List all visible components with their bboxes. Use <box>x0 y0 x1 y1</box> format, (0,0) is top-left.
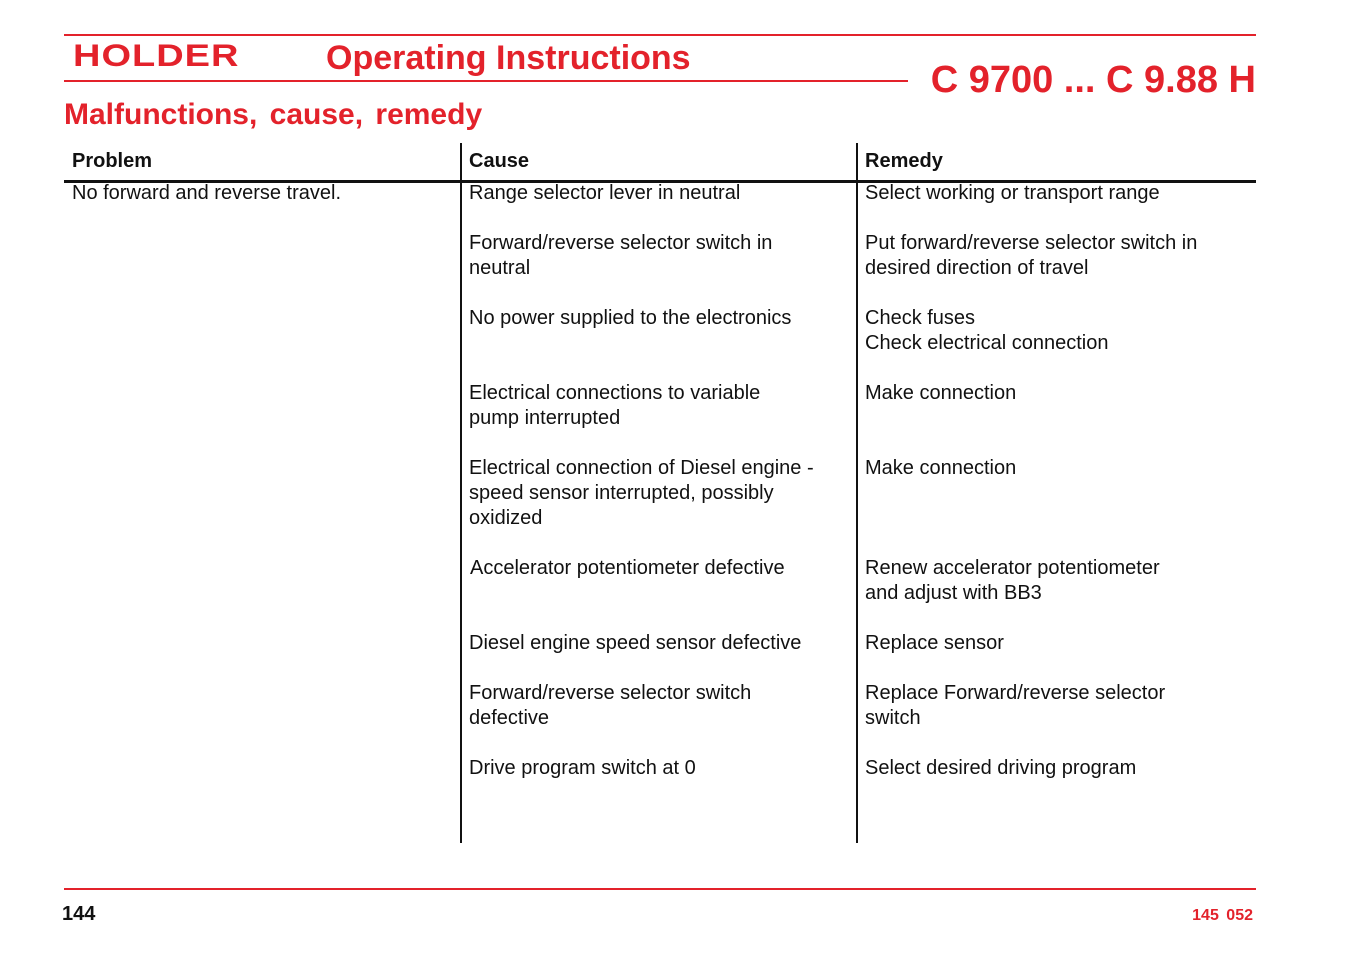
cause-cell: Electrical connections to variable pump interrupted <box>469 382 761 429</box>
remedy-cell: Make connection <box>865 382 1017 404</box>
cause-cell: No power supplied to the electronics <box>469 307 792 329</box>
cause-cell: Electrical connection of Diesel engine - speed sensor interrupted, possibly oxidized <box>469 457 814 529</box>
remedy-cell: Select working or transport range <box>865 182 1160 204</box>
column-header-cause: Cause <box>469 150 530 172</box>
remedy-cell: Check fuses Check electrical connection <box>865 307 1109 354</box>
holder-logo: HOLDER <box>73 39 240 74</box>
page-number: 144 <box>62 903 96 925</box>
header-mid-rule <box>64 80 908 82</box>
model-range-title: C 9700 ... C 9.88 H <box>930 59 1256 101</box>
problem-cell: No forward and reverse travel. <box>72 182 342 204</box>
column-divider-remedy <box>856 143 858 843</box>
remedy-cell: Replace sensor <box>865 632 1004 654</box>
remedy-cell: Replace Forward/reverse selector switch <box>865 682 1166 729</box>
cause-cell: Diesel engine speed sensor defective <box>469 632 802 654</box>
column-divider-cause <box>460 143 462 843</box>
document-code: 145 052 <box>1192 907 1253 924</box>
remedy-cell: Make connection <box>865 457 1017 479</box>
cause-cell: Forward/reverse selector switch defective <box>469 682 752 729</box>
cause-cell: Drive program switch at 0 <box>469 757 696 779</box>
cause-cell: Range selector lever in neutral <box>469 182 741 204</box>
column-header-problem: Problem <box>72 150 153 172</box>
remedy-cell: Renew accelerator potentiometer and adjust with BB3 <box>865 557 1160 604</box>
remedy-cell: Select desired driving program <box>865 757 1137 779</box>
section-title: Malfunctions, cause, remedy <box>64 98 483 131</box>
cause-cell: Accelerator potentiometer defective <box>470 557 785 579</box>
remedy-cell: Put forward/reverse selector switch in desired direction of travel <box>865 232 1198 279</box>
document-title: Operating Instructions <box>326 39 691 77</box>
cause-cell: Forward/reverse selector switch in neutral <box>469 232 773 279</box>
header-top-rule <box>64 34 1256 36</box>
footer-rule <box>64 888 1256 890</box>
column-header-remedy: Remedy <box>865 150 943 172</box>
malfunction-table <box>64 143 1256 843</box>
